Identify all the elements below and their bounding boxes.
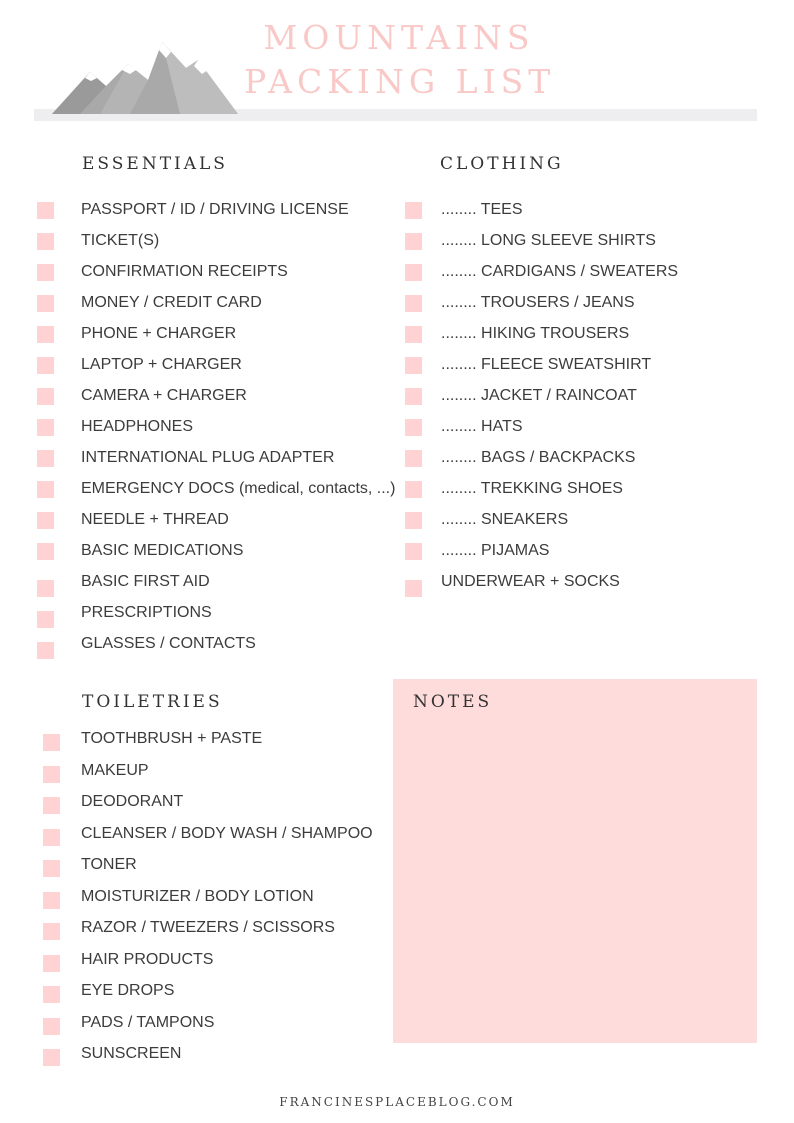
item-label: MONEY / CREDIT CARD <box>81 294 262 311</box>
checkbox-icon[interactable] <box>43 986 60 1003</box>
checkbox-icon[interactable] <box>405 450 422 467</box>
item-label: PHONE + CHARGER <box>81 325 237 342</box>
checkbox-icon[interactable] <box>405 419 422 436</box>
clothing-item[interactable] <box>405 386 765 417</box>
footer-website: FRANCINESPLACEBLOG.COM <box>279 1095 515 1109</box>
clothing-item[interactable] <box>405 541 765 572</box>
item-label: TICKET(S) <box>81 232 160 249</box>
checkbox-icon[interactable] <box>43 829 60 846</box>
clothing-item[interactable] <box>405 479 765 510</box>
clothing-item[interactable] <box>405 262 765 293</box>
item-label: ........ HATS <box>441 418 523 435</box>
clothing-item[interactable] <box>405 324 765 355</box>
checkbox-icon[interactable] <box>405 295 422 312</box>
item-label: DEODORANT <box>81 793 184 810</box>
essentials-item[interactable] <box>37 634 387 665</box>
toiletries-item[interactable] <box>43 981 393 1013</box>
mountains-icon <box>50 38 240 115</box>
notes-title: NOTES <box>413 692 493 712</box>
checkbox-icon[interactable] <box>37 233 54 250</box>
checkbox-icon[interactable] <box>37 642 54 659</box>
essentials-item[interactable] <box>37 448 387 479</box>
item-label: LAPTOP + CHARGER <box>81 356 242 373</box>
checkbox-icon[interactable] <box>37 388 54 405</box>
item-label: GLASSES / CONTACTS <box>81 635 256 652</box>
clothing-item[interactable] <box>405 572 765 603</box>
item-label: ........ TREKKING SHOES <box>441 480 623 497</box>
checkbox-icon[interactable] <box>37 611 54 628</box>
checkbox-icon[interactable] <box>43 923 60 940</box>
checkbox-icon[interactable] <box>405 543 422 560</box>
clothing-item[interactable] <box>405 510 765 541</box>
checkbox-icon[interactable] <box>43 1049 60 1066</box>
checkbox-icon[interactable] <box>43 892 60 909</box>
checkbox-icon[interactable] <box>43 766 60 783</box>
essentials-item[interactable] <box>37 200 387 231</box>
toiletries-item[interactable] <box>43 1013 393 1045</box>
item-label: UNDERWEAR + SOCKS <box>441 573 620 590</box>
item-label: CLEANSER / BODY WASH / SHAMPOO <box>81 824 373 842</box>
checkbox-icon[interactable] <box>405 512 422 529</box>
toiletries-item[interactable] <box>43 1044 393 1076</box>
essentials-item[interactable] <box>37 510 387 541</box>
essentials-item[interactable] <box>37 324 387 355</box>
clothing-item[interactable] <box>405 355 765 386</box>
essentials-item[interactable] <box>37 262 387 293</box>
checkbox-icon[interactable] <box>43 860 60 877</box>
item-label: ........ TEES <box>441 201 523 218</box>
essentials-item[interactable] <box>37 572 387 603</box>
notes-box[interactable] <box>393 679 757 1043</box>
item-label: ........ HIKING TROUSERS <box>441 325 630 342</box>
clothing-item[interactable] <box>405 231 765 262</box>
toiletries-item[interactable] <box>43 918 393 950</box>
checkbox-icon[interactable] <box>37 543 54 560</box>
checkbox-icon[interactable] <box>37 295 54 312</box>
essentials-title: ESSENTIALS <box>82 154 228 174</box>
item-label: RAZOR / TWEEZERS / SCISSORS <box>81 919 335 936</box>
item-label: SUNSCREEN <box>81 1045 182 1062</box>
toiletries-list <box>43 729 393 1076</box>
essentials-item[interactable] <box>37 603 387 634</box>
checkbox-icon[interactable] <box>405 264 422 281</box>
checkbox-icon[interactable] <box>405 357 422 374</box>
toiletries-item[interactable] <box>43 950 393 982</box>
checkbox-icon[interactable] <box>43 797 60 814</box>
item-label: MAKEUP <box>81 761 149 779</box>
checkbox-icon[interactable] <box>43 1018 60 1035</box>
toiletries-item[interactable] <box>43 792 393 824</box>
clothing-item[interactable] <box>405 200 765 231</box>
item-label: HEADPHONES <box>81 418 194 435</box>
page-title-line2: PACKING LIST <box>244 62 556 101</box>
checkbox-icon[interactable] <box>405 481 422 498</box>
item-label: CAMERA + CHARGER <box>81 387 247 404</box>
essentials-item[interactable] <box>37 541 387 572</box>
toiletries-title: TOILETRIES <box>82 692 223 712</box>
checkbox-icon[interactable] <box>37 580 54 597</box>
page-title-line1: MOUNTAINS <box>263 18 535 57</box>
essentials-item[interactable] <box>37 417 387 448</box>
essentials-item[interactable] <box>37 386 387 417</box>
item-label: BASIC FIRST AID <box>81 573 210 590</box>
checkbox-icon[interactable] <box>37 481 54 498</box>
checkbox-icon[interactable] <box>405 202 422 219</box>
toiletries-item[interactable] <box>43 824 393 856</box>
checkbox-icon[interactable] <box>37 202 54 219</box>
item-label: CONFIRMATION RECEIPTS <box>81 263 288 280</box>
checkbox-icon[interactable] <box>37 512 54 529</box>
item-label: ........ JACKET / RAINCOAT <box>441 387 637 404</box>
checkbox-icon[interactable] <box>43 734 60 751</box>
toiletries-item[interactable] <box>43 855 393 887</box>
item-label: MOISTURIZER / BODY LOTION <box>81 887 314 905</box>
item-label: BASIC MEDICATIONS <box>81 542 244 559</box>
toiletries-item[interactable] <box>43 761 393 793</box>
item-label: ........ TROUSERS / JEANS <box>441 294 635 311</box>
checkbox-icon[interactable] <box>37 450 54 467</box>
checkbox-icon[interactable] <box>405 233 422 250</box>
item-label: EMERGENCY DOCS (medical, contacts, ...) <box>81 480 396 497</box>
item-label: PASSPORT / ID / DRIVING LICENSE <box>81 201 349 218</box>
checkbox-icon[interactable] <box>405 580 422 597</box>
item-label: PRESCRIPTIONS <box>81 604 212 621</box>
essentials-item[interactable] <box>37 355 387 386</box>
checkbox-icon[interactable] <box>43 955 60 972</box>
toiletries-item[interactable] <box>43 729 393 761</box>
item-label: ........ LONG SLEEVE SHIRTS <box>441 232 656 249</box>
item-label: ........ BAGS / BACKPACKS <box>441 449 636 466</box>
toiletries-item[interactable] <box>43 887 393 919</box>
clothing-item[interactable] <box>405 417 765 448</box>
essentials-item[interactable] <box>37 479 396 510</box>
checkbox-icon[interactable] <box>405 388 422 405</box>
essentials-list <box>37 200 396 665</box>
item-label: TOOTHBRUSH + PASTE <box>81 730 263 747</box>
item-label: HAIR PRODUCTS <box>81 950 214 968</box>
checkbox-icon[interactable] <box>37 264 54 281</box>
item-label: ........ PIJAMAS <box>441 542 550 559</box>
essentials-item[interactable] <box>37 293 387 324</box>
item-label: ........ CARDIGANS / SWEATERS <box>441 263 679 280</box>
checkbox-icon[interactable] <box>37 326 54 343</box>
clothing-item[interactable] <box>405 448 765 479</box>
clothing-title: CLOTHING <box>440 154 564 174</box>
checkbox-icon[interactable] <box>405 326 422 343</box>
checkbox-icon[interactable] <box>37 357 54 374</box>
item-label: INTERNATIONAL PLUG ADAPTER <box>81 449 335 466</box>
item-label: TONER <box>81 856 137 873</box>
essentials-item[interactable] <box>37 231 387 262</box>
item-label: ........ SNEAKERS <box>441 511 569 528</box>
item-label: PADS / TAMPONS <box>81 1013 215 1031</box>
checkbox-icon[interactable] <box>37 419 54 436</box>
item-label: NEEDLE + THREAD <box>81 511 229 528</box>
item-label: ........ FLEECE SWEATSHIRT <box>441 356 652 373</box>
item-label: EYE DROPS <box>81 982 175 999</box>
clothing-list <box>405 200 765 603</box>
clothing-item[interactable] <box>405 293 765 324</box>
